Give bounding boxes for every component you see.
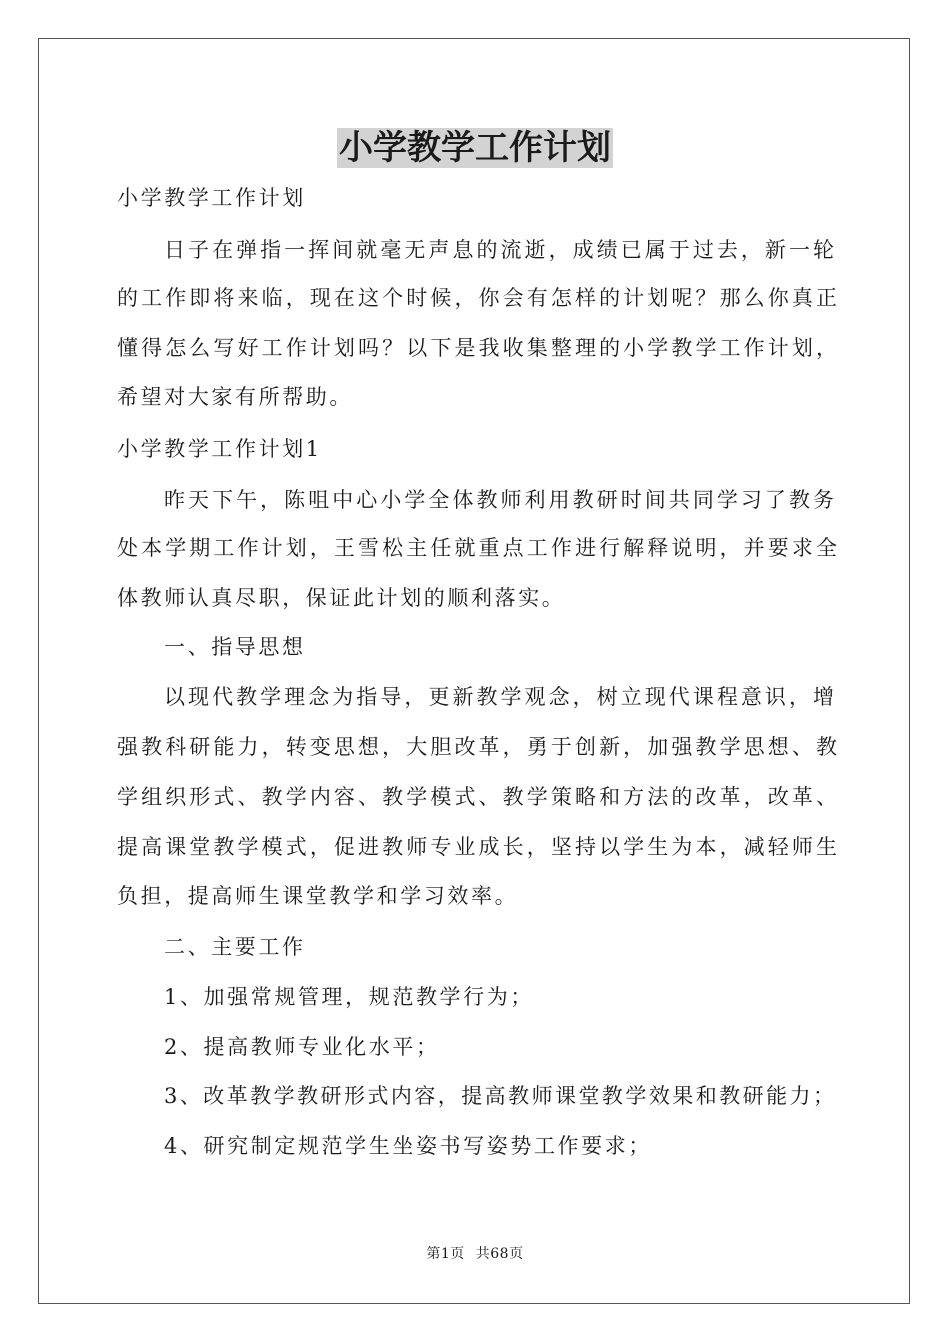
- list-item: 1、加强常规管理，规范教学行为；: [164, 985, 534, 1009]
- page-footer: [0, 1244, 950, 1264]
- subheading-main-work: 二、主要工作: [164, 935, 306, 959]
- paragraph-line: 体教师认真尽职，保证此计划的顺利落实。: [117, 586, 566, 610]
- document-title: 小学教学工作计划: [339, 128, 611, 168]
- paragraph-line: 提高课堂教学模式，促进教师专业成长，坚持以学生为本，减轻师生: [117, 835, 837, 859]
- page-number: 第1页: [426, 1246, 465, 1262]
- subheading-guiding-thought: 一、指导思想: [164, 635, 306, 659]
- list-item: 3、改革教学教研形式内容，提高教师课堂教学效果和教研能力；: [164, 1084, 834, 1108]
- paragraph-line: 以现代教学理念为指导，更新教学观念，树立现代课程意识，增: [164, 685, 834, 709]
- paragraph-line: 学组织形式、教学内容、教学模式、教学策略和方法的改革，改革、: [117, 785, 837, 809]
- intro-line: 希望对大家有所帮助。: [117, 385, 353, 409]
- intro-line: 的工作即将来临，现在这个时候，你会有怎样的计划呢？那么你真正: [117, 286, 837, 310]
- page-border: [38, 38, 910, 1304]
- list-item: 2、提高教师专业化水平；: [164, 1035, 440, 1059]
- paragraph-line: 处本学期工作计划，王雪松主任就重点工作进行解释说明，并要求全: [117, 536, 837, 560]
- paragraph-line: 昨天下午，陈咀中心小学全体教师利用教研时间共同学习了教务: [164, 488, 834, 512]
- intro-line: 日子在弹指一挥间就毫无声息的流逝，成绩已属于过去，新一轮: [164, 238, 834, 262]
- intro-line: 懂得怎么写好工作计划吗？以下是我收集整理的小学教学工作计划，: [117, 336, 837, 360]
- paragraph-line: 强教科研能力，转变思想，大胆改革，勇于创新，加强教学思想、教: [117, 735, 837, 759]
- document-subtitle: 小学教学工作计划: [117, 186, 306, 210]
- page-total: 共68页: [475, 1246, 524, 1262]
- paragraph-line: 负担，提高师生课堂教学和学习效率。: [117, 884, 519, 908]
- section-heading: 小学教学工作计划1: [117, 437, 322, 461]
- list-item: 4、研究制定规范学生坐姿书写姿势工作要求；: [164, 1134, 652, 1158]
